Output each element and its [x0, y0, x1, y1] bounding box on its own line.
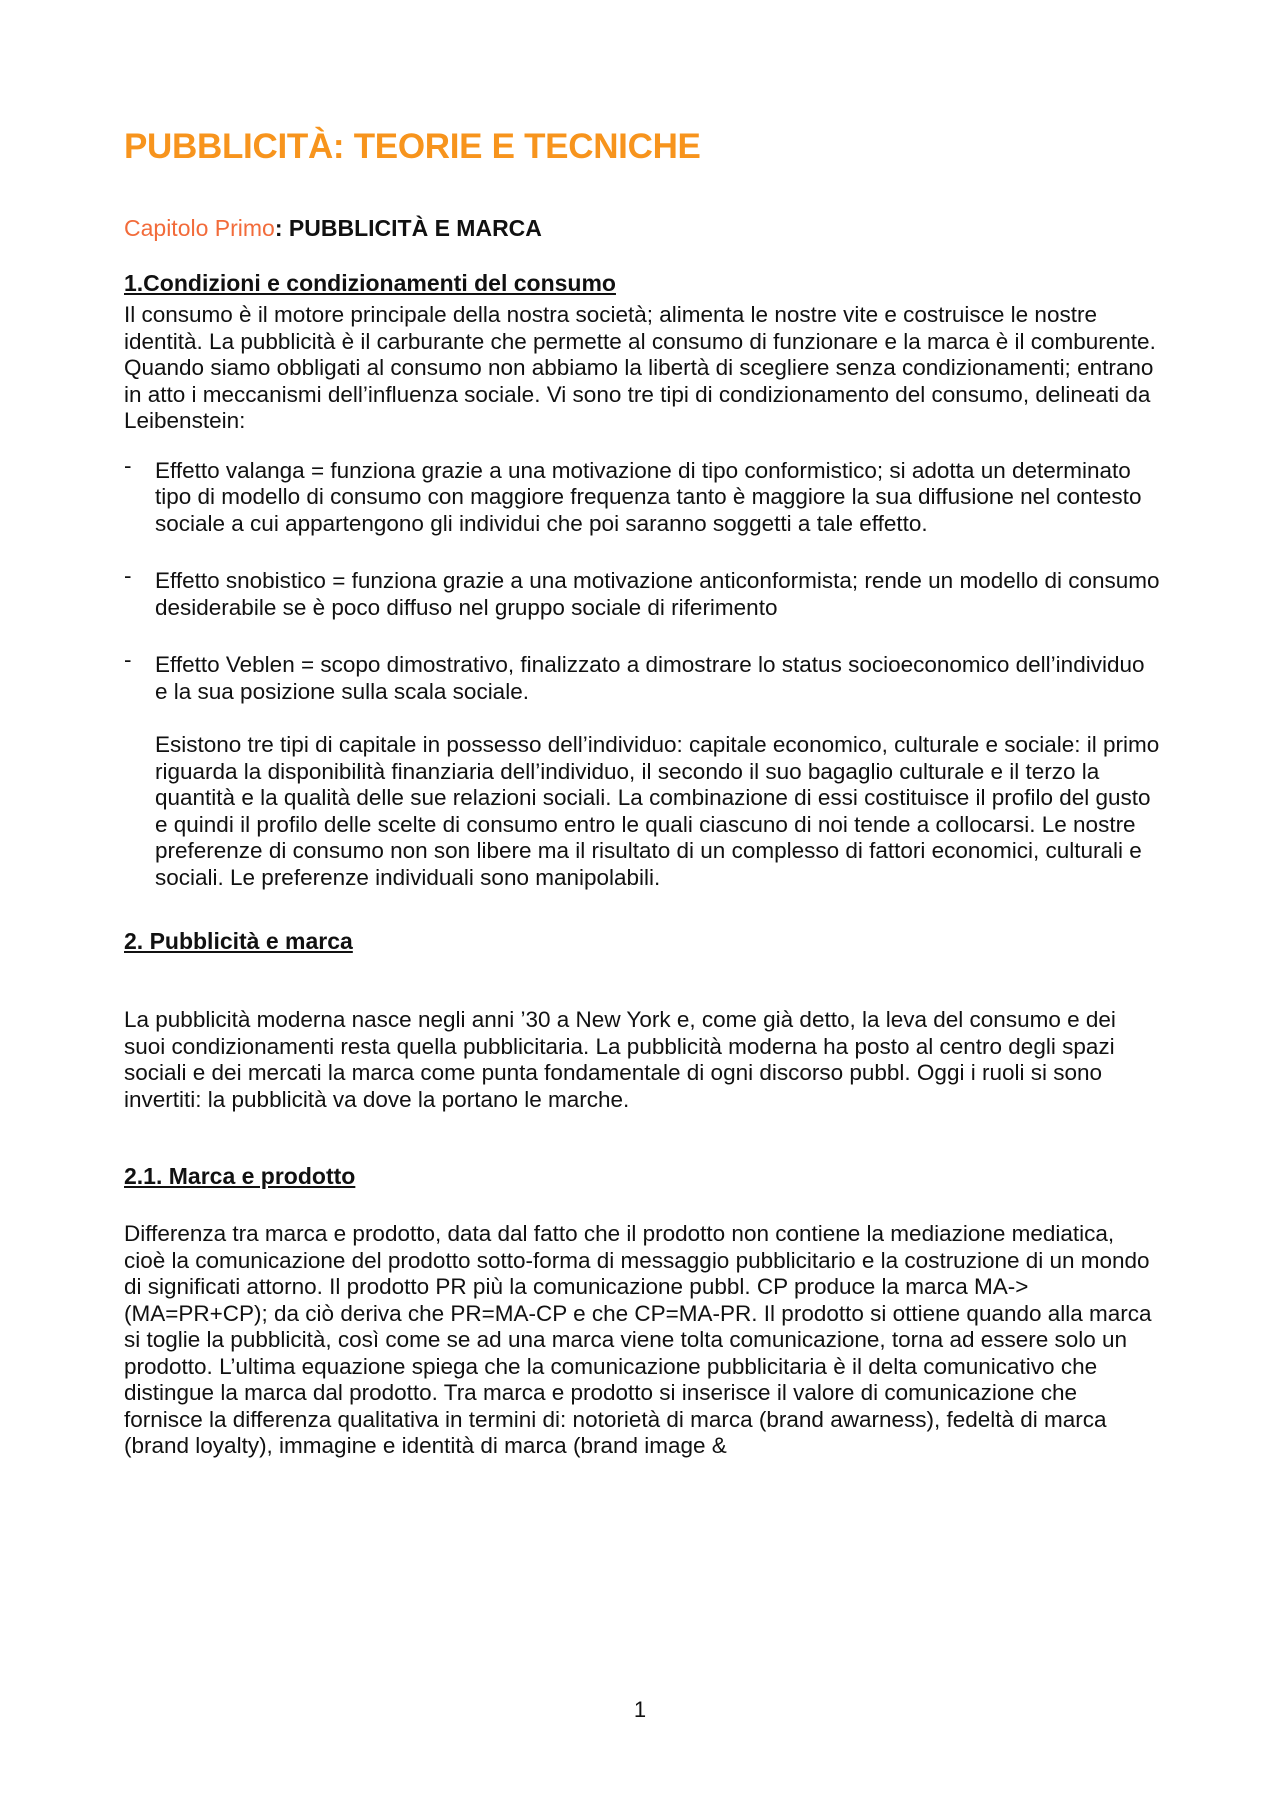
section-2-1-paragraph: Differenza tra marca e prodotto, data dal fatto che il prodotto non contiene la mediazione mediatica, cioè la comunicazione del prodotto sotto-forma di messaggio pubblicitario e la costruzione di un mondo di significati attorno. Il prodotto PR più la comunicazione pubbl. CP produce la marca MA->(MA=PR+CP); da ciò deriva che PR=MA-CP e che CP=MA-PR. Il prodotto si ottiene quando alla marca si toglie la pubblicità, così come se ad una marca viene tolta comunicazione, torna ad essere solo un prodotto. L’ultima equazione spiega che la comunicazione pubblicitaria è il delta comunicativo che distingue la marca dal prodotto. Tra marca e prodotto si inserisce il valore di comunicazione che fornisce la differenza qualitativa in termini di: notorietà di marca (brand awarness), fedeltà di marca (brand loyalty), immagine e identità di marca (brand image & [124, 1221, 1152, 1458]
consumption-effects-list [124, 452, 1160, 706]
section-2-paragraph: La pubblicità moderna nasce negli anni ’30 a New York e, come già detto, la leva del consumo e dei suoi condizionamenti resta quella pubblicitaria. La pubblicità moderna ha posto al centro degli spazi sociali e dei mercati la marca come punta fondamentale di ogni discorso pubbl. Oggi i ruoli si sono invertiti: la pubblicità va dove la portano le marche. [124, 1007, 1116, 1112]
section-2-1-heading: 2.1. Marca e prodotto [124, 1163, 356, 1189]
bullet-dash: - [124, 647, 132, 672]
section-1-heading: 1.Condizioni e condizionamenti del consumo [124, 270, 616, 296]
section-2-heading: 2. Pubblicità e marca [124, 928, 353, 954]
capital-paragraph: Esistono tre tipi di capitale in possesso dell’individuo: capitale economico, culturale e sociale: il primo riguarda la disponibilità finanziaria dell’individuo, il secondo il suo bagaglio culturale e il terzo la quantità e la qualità delle sue relazioni sociali. La combinazione di essi costituisce il profilo del gusto e quindi il profilo delle scelte di consumo entro le quali ciascuno di noi tende a collocarsi. Le nostre preferenze di consumo non son libere ma il risultato di un complesso di fattori economici, culturali e sociali. Le preferenze individuali sono manipolabili. [155, 732, 1160, 890]
bullet-dash: - [124, 563, 132, 588]
list-item-effetto-snobistico [124, 563, 1160, 621]
list-item-text: Effetto valanga = funziona grazie a una motivazione di tipo conformistico; si adotta un determinato tipo di modello di consumo con maggiore frequenza tanto è maggiore la sua diffusione nel contesto sociale a cui appartengono gli individui che poi saranno soggetti a tale effetto. [155, 457, 1142, 536]
list-item-effetto-valanga [124, 452, 1160, 538]
page-number: 1 [633, 1697, 647, 1722]
chapter-label: Capitolo Primo [124, 215, 275, 241]
chapter-separator: : [274, 215, 289, 241]
list-item-text: Effetto snobistico = funziona grazie a una motivazione anticonformista; rende un modello di consumo desiderabile se è poco diffuso nel gruppo sociale di riferimento [155, 568, 1160, 620]
chapter-heading [124, 213, 1160, 243]
list-item-effetto-veblen [124, 647, 1160, 705]
chapter-name: PUBBLICITÀ E MARCA [288, 215, 542, 241]
section-1-intro-paragraph: Il consumo è il motore principale della nostra società; alimenta le nostre vite e costruisce le nostre identità. La pubblicità è il carburante che permette al consumo di funzionare e la marca è il comburente. Quando siamo obbligati al consumo non abbiamo la libertà di scegliere senza condizionamenti; entrano in atto i meccanismi dell’influenza sociale. Vi sono tre tipi di condizionamento del consumo, delineati da Leibenstein: [124, 302, 1156, 433]
document-title: PUBBLICITÀ: TEORIE E TECNICHE [124, 127, 701, 166]
bullet-dash: - [124, 452, 132, 478]
list-item-text: Effetto Veblen = scopo dimostrativo, finalizzato a dimostrare lo status socioeconomico dell’individuo e la sua posizione sulla scala sociale. [155, 652, 1145, 704]
